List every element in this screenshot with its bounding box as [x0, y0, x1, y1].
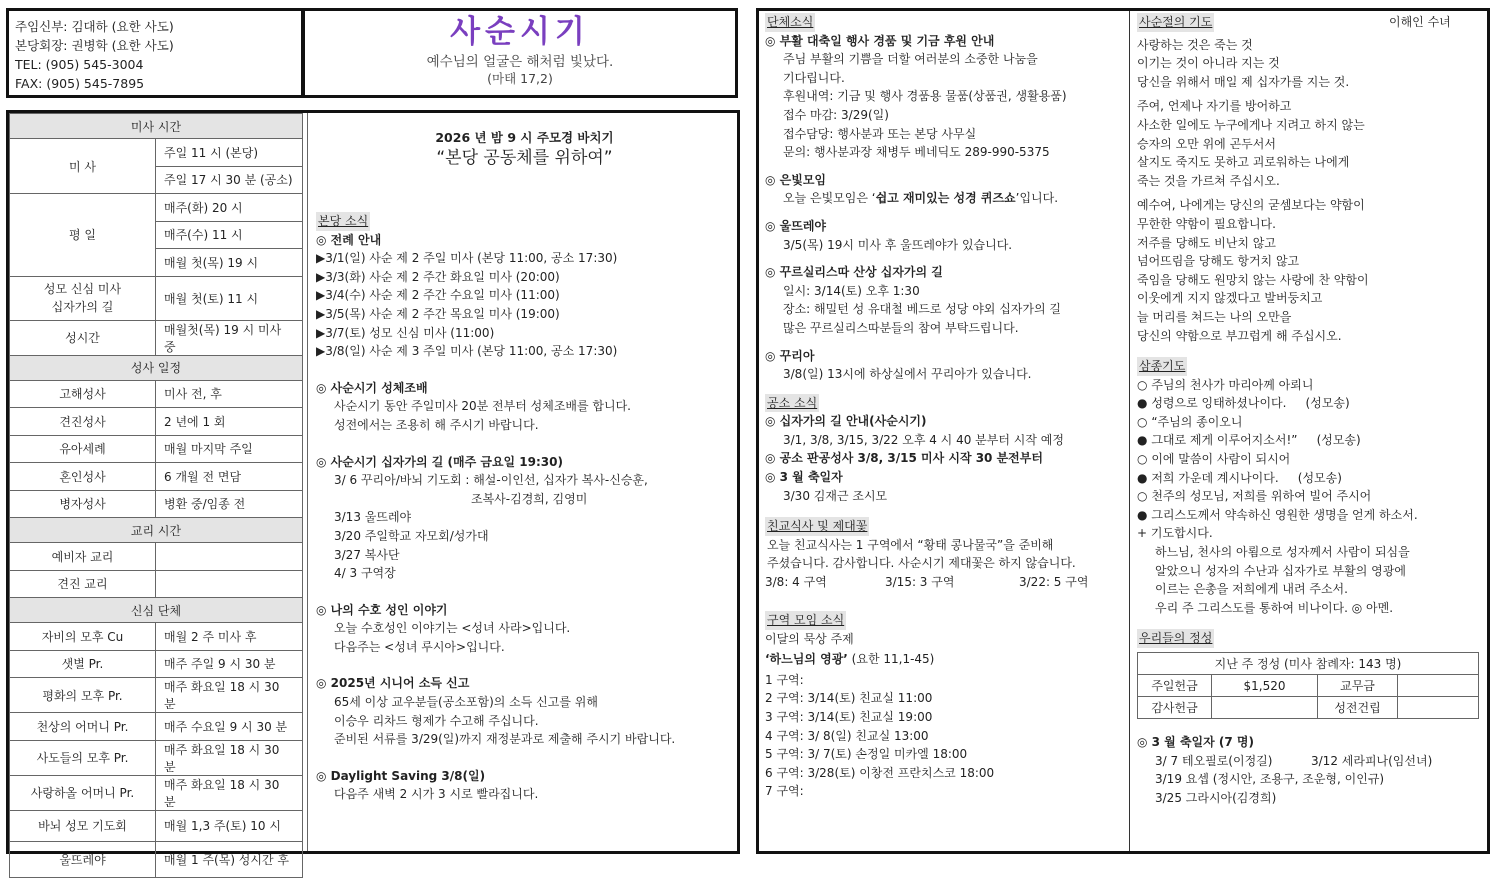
saint-story-text: 오늘 수호성인 이야기는 <성녀 사라>입니다.	[334, 621, 571, 636]
sunday-mass-time: 주일 17 시 30 분 (공소)	[156, 166, 303, 194]
angelus-line: ● 성령으로 잉태하셨나이다. (성모송)	[1137, 396, 1350, 411]
phone-number: TEL: (905) 545-3004	[15, 57, 144, 72]
lent-prayer-heading: 사순절의 기도	[1137, 13, 1214, 32]
birthday-line: 3/19 요셉 (정시안, 조용구, 조운형, 이인규)	[1155, 772, 1385, 787]
cursillo-text: 많은 꾸르실리스따분들의 참여 부탁드립니다.	[783, 320, 1019, 335]
weekday-mass-time: 매월 첫(목) 19 시	[156, 249, 303, 277]
dst-text: 다음주 새벽 2 시가 3 시로 빨라집니다.	[334, 787, 539, 802]
birthday-line: 3/ 7 테오필로(이정길) 3/12 세라피나(임선녀)	[1155, 753, 1433, 768]
holy-hour-label: 성시간	[10, 320, 156, 355]
adoration-title: ◎ 사순시기 성체조배	[316, 380, 428, 395]
group-time: 매주 주일 9 시 30 분	[156, 650, 303, 678]
fellowship-text: 주셨습니다. 감사합니다. 사순시기 제대꽃은 하지 않습니다.	[767, 556, 1076, 571]
liturgy-item: ▶3/7(토) 성모 신심 미사 (11:00)	[316, 325, 495, 340]
dst-title: ◎ Daylight Saving 3/8(일)	[316, 768, 486, 783]
group-time: 매월 1 주(목) 성시간 후	[156, 841, 303, 877]
stations-title: ◎ 사순시기 십자가의 길 (매주 금요일 19:30)	[316, 454, 563, 469]
meditation-label: 이달의 묵상 주제	[765, 631, 854, 646]
mission-birthday-text: 3/30 김재근 조시모	[783, 488, 888, 503]
easter-text: 접수담당: 행사분과 또는 본당 사무실	[783, 126, 977, 141]
stations-item: 4/ 3 구역장	[334, 566, 396, 581]
group-news-column	[765, 13, 1125, 801]
parish-news-column	[307, 113, 741, 851]
mission-stations-text: 3/1, 3/8, 3/15, 3/22 오후 4 시 40 분부터 시작 예정	[783, 432, 1064, 447]
weekday-mass-time: 매주(수) 11 시	[156, 221, 303, 249]
header-title-box	[302, 8, 738, 98]
prayer-author: 이해인 수녀	[1389, 15, 1451, 29]
rota-item: 3/8: 4 구역	[765, 575, 827, 590]
offering-amount: $1,520	[1212, 675, 1318, 697]
mission-birthday-title: ◎ 3 월 축일자	[765, 470, 843, 485]
doctrine-header: 교리 시간	[10, 518, 303, 543]
group-time: 매월 1,3 주(토) 10 시	[156, 810, 303, 841]
schedule-table	[9, 113, 303, 878]
group-name: 평화의 모후 Pr.	[10, 678, 156, 713]
column-divider	[1129, 11, 1130, 851]
sacraments-header: 성사 일정	[10, 355, 303, 380]
district-meeting: 3 구역: 3/14(토) 친교실 19:00	[765, 710, 933, 724]
tax-title: ◎ 2025년 시니어 소득 신고	[316, 676, 470, 691]
cursillo-title: ◎ 꾸르실리스따 산상 십자가의 길	[765, 265, 943, 280]
offering-amount	[1398, 697, 1479, 719]
doctrine-time	[156, 570, 303, 598]
mass-time-header: 미사 시간	[10, 114, 303, 139]
offering-heading: 우리들의 정성	[1137, 629, 1214, 648]
liturgy-item: ▶3/1(일) 사순 제 2 주일 미사 (본당 11:00, 공소 17:30)	[316, 251, 618, 266]
doctrine-name: 견진 교리	[10, 570, 156, 598]
marian-mass-time: 매월 첫(토) 11 시	[156, 276, 303, 320]
offering-amount	[1212, 697, 1318, 719]
angelus-line: ● 그대로 제게 이루어지소서!” (성모송)	[1137, 433, 1361, 448]
prayer-column	[1137, 13, 1487, 807]
sacrament-name: 견진성사	[10, 408, 156, 436]
right-panel	[756, 8, 1490, 854]
easter-text: 접수 마감: 3/29(일)	[783, 107, 889, 122]
sacrament-time: 병환 중/임종 전	[156, 490, 303, 518]
easter-text: 후원내역: 기금 및 행사 경품용 물품(상품권, 생활용품)	[783, 89, 1067, 104]
angelus-line: ○ 천주의 성모님, 저희를 위하여 빌어 주시어	[1137, 489, 1372, 504]
group-name: 울뜨레야	[10, 841, 156, 877]
angelus-line: ○ “주님의 종이오니	[1137, 414, 1243, 429]
stations-item: 조복사-김경희, 김영미	[471, 491, 588, 506]
group-time: 매주 화요일 18 시 30 분	[156, 678, 303, 713]
sacrament-name: 혼인성사	[10, 463, 156, 491]
liturgy-title: ◎ 전례 안내	[316, 232, 382, 247]
intro-line2: “본당 공동체를 위하여”	[436, 148, 613, 168]
parish-news-heading: 본당 소식	[316, 212, 370, 231]
group-time: 매주 화요일 18 시 30 분	[156, 740, 303, 775]
sacrament-time: 6 개월 전 면담	[156, 463, 303, 491]
offering-label: 성전건립	[1318, 697, 1398, 719]
adoration-text: 사순시기 동안 주일미사 20분 전부터 성체조배를 합니다.	[334, 399, 631, 414]
mission-heading: 공소 소식	[765, 394, 819, 413]
liturgy-item: ▶3/3(화) 사순 제 2 주간 화요일 미사 (20:00)	[316, 269, 560, 284]
angelus-line: + 기도합시다.	[1137, 526, 1213, 541]
rota-item: 3/15: 3 구역	[885, 575, 955, 590]
doctrine-name: 예비자 교리	[10, 543, 156, 571]
group-name: 바뇌 성모 기도회	[10, 810, 156, 841]
groups-header: 신심 단체	[10, 598, 303, 623]
marian-mass-label: 성모 신심 미사 십자가의 길	[10, 276, 156, 320]
angelus-closing: 우리 주 그리스도를 통하여 비나이다. ◎ 아멘.	[1155, 600, 1394, 615]
prayer-stanza: 사랑하는 것은 죽는 것 이기는 것이 아니라 지는 것 당신을 위해서 매일 제 십자가를 지는 것.	[1137, 37, 1350, 89]
easter-text: 주님 부활의 기쁨을 더할 여러분의 소중한 나눔을	[783, 52, 1038, 67]
liturgy-item: ▶3/5(목) 사순 제 2 주간 목요일 미사 (19:00)	[316, 306, 560, 321]
tax-text: 준비된 서류를 3/29(일)까지 재정분과로 제출해 주시기 바랍니다.	[334, 732, 676, 747]
intro-line1: 2026 년 밤 9 시 주모경 바치기	[435, 130, 614, 145]
fellowship-heading: 친교식사 및 제대꽃	[765, 517, 869, 536]
cursillo-text: 일시: 3/14(토) 오후 1:30	[783, 283, 920, 298]
district-meeting: 4 구역: 3/ 8(일) 친교실 13:00	[765, 728, 929, 743]
silver-title: ◎ 은빛모임	[765, 172, 827, 187]
adoration-text: 성전에서는 조용히 해 주시기 바랍니다.	[334, 417, 539, 432]
silver-text: 오늘 은빛모임은 ‘쉽고 재미있는 성경 퀴즈쇼’입니다.	[783, 191, 1059, 206]
priest-info: 주임신부: 김대하 (요한 사도)	[15, 19, 174, 34]
easter-text: 문의: 행사분과장 채병두 베네딕도 289-990-5375	[783, 145, 1050, 160]
prayer-stanza: 주여, 언제나 자기를 방어하고 사소한 일에도 누구에게나 지려고 하지 않는 승자의 오만 위에 곤두서서 살지도 죽지도 못하고 괴로워하는 나에게 죽는 것을 가르쳐 주십시오.	[1137, 99, 1365, 188]
fellowship-text: 오늘 친교식사는 1 구역에서 “황태 콩나물국”을 준비해	[767, 537, 1054, 552]
scripture-verse: 예수님의 얼굴은 해처럼 빛났다.	[426, 54, 614, 70]
curia-text: 3/8(일) 13시에 하상실에서 꾸리아가 있습니다.	[783, 367, 1032, 382]
rota-item: 3/22: 5 구역	[1019, 575, 1089, 590]
stations-item: 3/27 복사단	[334, 547, 400, 562]
holy-hour-time: 매월첫(목) 19 시 미사 중	[156, 320, 303, 355]
group-name: 자비의 모후 Cu	[10, 623, 156, 651]
stations-item: 3/ 6 꾸리아/바뇌 기도회 : 해설-이인선, 십자가 복사-신승훈,	[334, 473, 648, 488]
scripture-reference: (마태 17,2)	[487, 71, 553, 86]
offering-label: 감사헌금	[1138, 697, 1212, 719]
district-meeting: 7 구역:	[765, 784, 804, 799]
angelus-line: ● 그리스도께서 약속하신 영원한 생명을 얻게 하소서.	[1137, 507, 1418, 522]
district-meeting: 6 구역: 3/28(토) 이창전 프란치스코 18:00	[765, 765, 995, 780]
stations-item: 3/20 주일학교 자모회/성가대	[334, 528, 489, 543]
group-name: 사도들의 모후 Pr.	[10, 740, 156, 775]
angelus-closing: 하느님, 천사의 아룀으로 성자께서 사람이 되심을	[1155, 545, 1410, 560]
offering-table-title: 지난 주 정성 (미사 참례자: 143 명)	[1138, 653, 1479, 675]
ultreya-text: 3/5(목) 19시 미사 후 울뜨레야가 있습니다.	[783, 237, 1013, 252]
offering-label: 교무금	[1318, 675, 1398, 697]
birthdays-title: ◎ 3 월 축일자 (7 명)	[1137, 735, 1254, 749]
easter-title: ◎ 부활 대축일 행사 경품 및 기금 후원 안내	[765, 33, 995, 48]
prayer-stanza: 예수여, 나에게는 당신의 굳셈보다는 약함이 무한한 약함이 필요합니다. 저주를 당해도 비난치 않고 넘어뜨림을 당해도 항거치 않고 죽임을 당해도 원망치 않는 사랑에 찬 약함이 이웃에게 지지 않겠다고 발버둥치고 늘 머리를 쳐드는 나의 오만을 당신의 약함으로 부끄럽게 해 주십시오.	[1137, 198, 1369, 343]
angelus-closing: 이르는 은총을 저희에게 내려 주소서.	[1155, 582, 1348, 597]
district-heading: 구역 모임 소식	[765, 611, 846, 630]
cursillo-text: 장소: 해밀턴 성 유대철 베드로 성당 야외 십자가의 길	[783, 302, 1061, 317]
meditation-topic: ‘하느님의 영광’ (요한 11,1-45)	[765, 652, 935, 667]
sacrament-name: 병자성사	[10, 490, 156, 518]
header-contact-box	[6, 8, 304, 98]
angelus-line: ○ 주님의 천사가 마리아께 아뢰니	[1137, 377, 1314, 392]
group-news-heading: 단체소식	[765, 13, 815, 32]
sacrament-name: 유아세례	[10, 435, 156, 463]
angelus-closing: 알았으니 성자의 수난과 십자가로 부활의 영광에	[1155, 563, 1406, 578]
weekday-mass-label: 평 일	[10, 194, 156, 277]
mission-confession: ◎ 공소 판공성사 3/8, 3/15 미사 시작 30 분전부터	[765, 451, 1043, 466]
district-meeting: 2 구역: 3/14(토) 친교실 11:00	[765, 691, 933, 706]
liturgy-item: ▶3/4(수) 사순 제 2 주간 수요일 미사 (11:00)	[316, 288, 560, 303]
sacrament-time: 매월 마지막 주일	[156, 435, 303, 463]
weekday-mass-time: 매주(화) 20 시	[156, 194, 303, 222]
angelus-line: ○ 이에 말씀이 사람이 되시어	[1137, 452, 1291, 467]
offering-table	[1137, 652, 1479, 719]
group-time: 매주 수요일 9 시 30 분	[156, 713, 303, 741]
group-name: 샛별 Pr.	[10, 650, 156, 678]
tax-text: 65세 이상 교우분들(공소포함)의 소득 신고를 위해	[334, 695, 598, 710]
district-meeting: 5 구역: 3/ 7(토) 손정일 미카엘 18:00	[765, 747, 968, 762]
fax-number: FAX: (905) 545-7895	[15, 76, 145, 91]
sacrament-time: 미사 전, 후	[156, 380, 303, 408]
district-meeting: 1 구역:	[765, 672, 804, 687]
altar-rota	[765, 573, 1125, 593]
intro-block	[316, 128, 733, 170]
group-name: 사랑하올 어머니 Pr.	[10, 775, 156, 810]
stations-item: 3/13 울뜨레야	[334, 510, 412, 525]
left-panel	[6, 110, 740, 867]
ultreya-title: ◎ 울뜨레야	[765, 218, 827, 233]
easter-text: 기다립니다.	[783, 70, 845, 85]
angelus-line: ● 저희 가운데 계시나이다. (성모송)	[1137, 470, 1342, 485]
offering-amount	[1398, 675, 1479, 697]
tax-text: 이승우 리차드 형제가 수고해 주십니다.	[334, 713, 539, 728]
group-name: 천상의 어머니 Pr.	[10, 713, 156, 741]
group-time: 매월 2 주 미사 후	[156, 623, 303, 651]
sacrament-name: 고해성사	[10, 380, 156, 408]
curia-title: ◎ 꾸리아	[765, 348, 815, 363]
saint-story-title: ◎ 나의 수호 성인 이야기	[316, 602, 448, 617]
mission-stations-title: ◎ 십자가의 길 안내(사순시기)	[765, 414, 927, 429]
liturgy-item: ▶3/8(일) 사순 제 3 주일 미사 (본당 11:00, 공소 17:30)	[316, 344, 618, 359]
doctrine-time	[156, 543, 303, 571]
birthday-line: 3/25 그라시아(김경희)	[1155, 790, 1277, 805]
angelus-heading: 삼종기도	[1137, 357, 1187, 376]
group-time: 매주 화요일 18 시 30 분	[156, 775, 303, 810]
sacrament-time: 2 년에 1 회	[156, 408, 303, 436]
offering-label: 주일헌금	[1138, 675, 1212, 697]
saint-story-text: 다음주는 <성녀 루시아>입니다.	[334, 639, 505, 654]
sunday-mass-time: 주일 11 시 (본당)	[156, 139, 303, 167]
bulletin-title: 사순시기	[450, 14, 590, 50]
president-info: 본당회장: 권병학 (요한 사도)	[15, 38, 174, 53]
sunday-mass-label: 미 사	[10, 139, 156, 194]
